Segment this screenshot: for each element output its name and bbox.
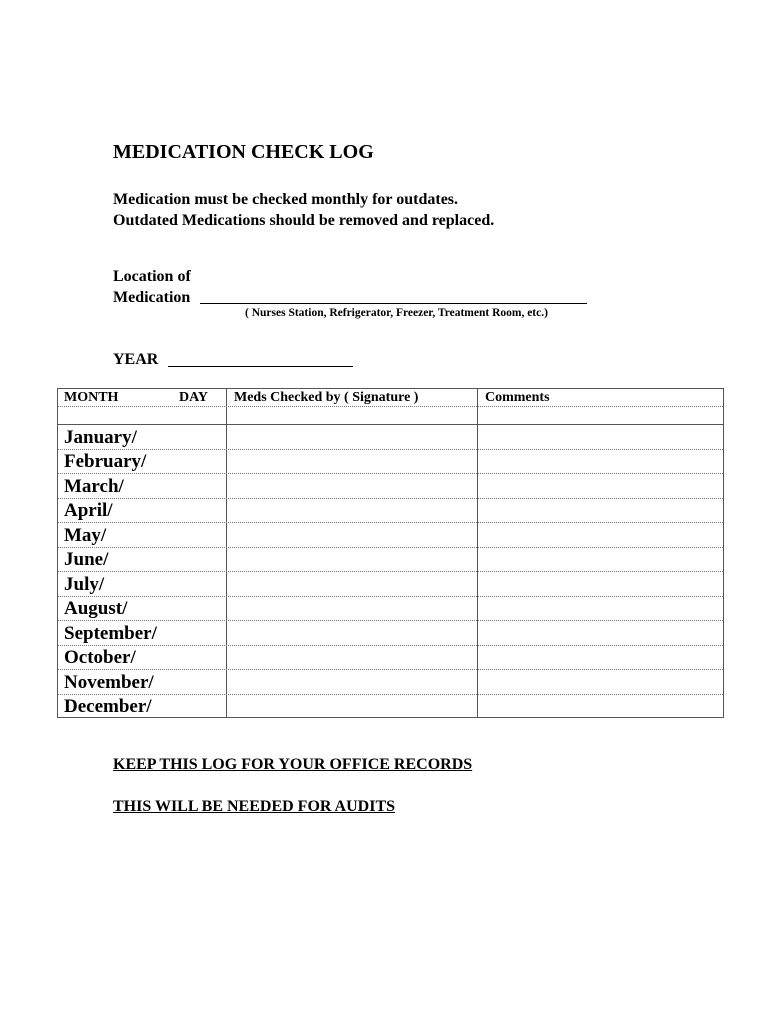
column-divider — [477, 389, 478, 717]
row-divider — [58, 694, 723, 695]
month-january: January/ — [64, 427, 137, 448]
header-comments: Comments — [485, 390, 550, 405]
location-field[interactable] — [200, 303, 587, 304]
row-divider — [58, 522, 723, 523]
month-november: November/ — [64, 672, 154, 693]
row-divider — [58, 620, 723, 621]
month-october: October/ — [64, 647, 136, 668]
row-divider — [58, 406, 723, 407]
medication-log-table — [57, 388, 724, 718]
year-field[interactable] — [168, 366, 353, 367]
row-divider — [58, 473, 723, 474]
page-title: MEDICATION CHECK LOG — [113, 141, 374, 163]
row-divider — [58, 645, 723, 646]
instruction-line-1: Medication must be checked monthly for outdates. — [113, 191, 459, 208]
month-december: December/ — [64, 696, 152, 717]
row-divider — [58, 498, 723, 499]
row-divider — [58, 547, 723, 548]
footer-note-records: KEEP THIS LOG FOR YOUR OFFICE RECORDS — [113, 756, 473, 773]
row-divider — [58, 449, 723, 450]
row-divider — [58, 571, 723, 572]
row-divider — [58, 669, 723, 670]
month-june: June/ — [64, 549, 109, 570]
location-label-line-1: Location of — [113, 268, 191, 285]
month-may: May/ — [64, 525, 107, 546]
location-hint: ( Nurses Station, Refrigerator, Freezer, Treatment Room, etc.) — [245, 307, 548, 319]
year-label: YEAR — [113, 351, 159, 368]
footer-note-audits: THIS WILL BE NEEDED FOR AUDITS — [113, 798, 396, 815]
location-label-line-2: Medication — [113, 289, 191, 306]
row-divider — [58, 596, 723, 597]
month-july: July/ — [64, 574, 105, 595]
month-september: September/ — [64, 623, 157, 644]
month-february: February/ — [64, 451, 147, 472]
month-april: April/ — [64, 500, 113, 521]
column-divider — [226, 389, 227, 717]
row-divider — [58, 424, 723, 425]
instruction-line-2: Outdated Medications should be removed and replaced. — [113, 212, 495, 229]
month-august: August/ — [64, 598, 128, 619]
header-month: MONTH — [64, 390, 119, 405]
header-day: DAY — [179, 390, 209, 405]
header-signature: Meds Checked by ( Signature ) — [234, 390, 419, 405]
month-march: March/ — [64, 476, 124, 497]
